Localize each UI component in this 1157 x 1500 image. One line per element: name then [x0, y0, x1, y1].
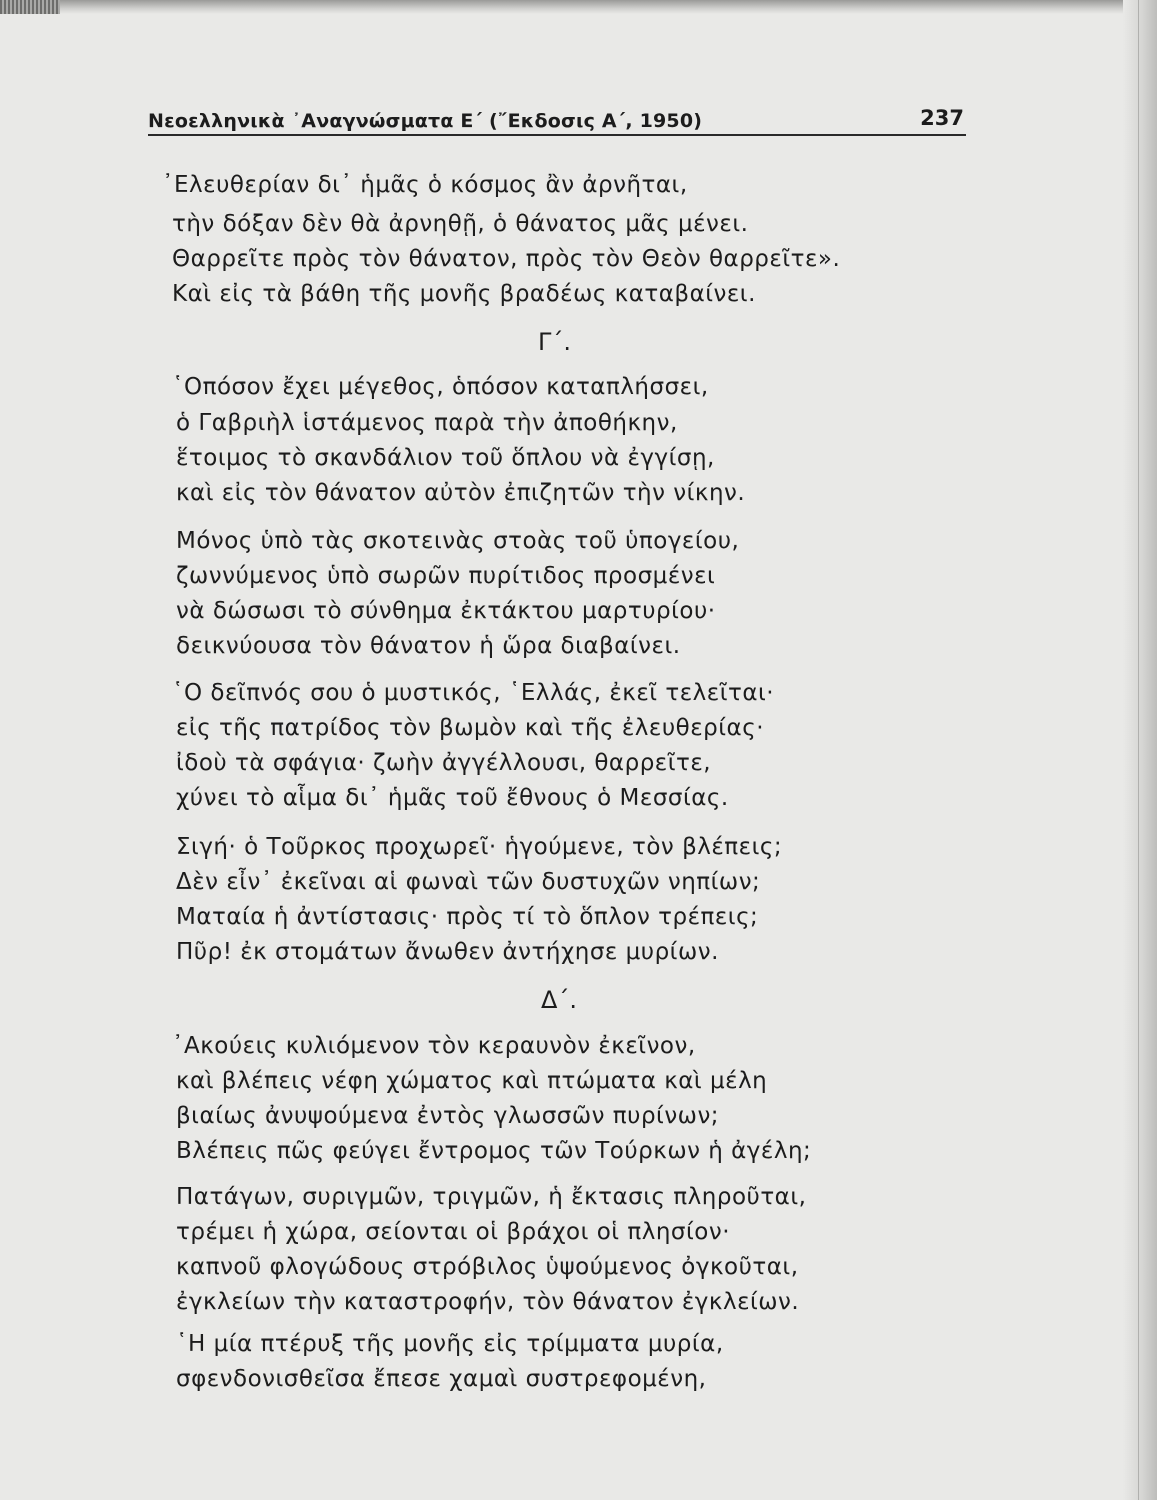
- verse-line: Σιγή· ὁ Τοῦρκος προχωρεῖ· ἡγούμενε, τὸν βλέπεις;: [176, 834, 783, 860]
- verse-line: βιαίως ἀνυψούμενα ἐντὸς γλωσσῶν πυρίνων;: [176, 1103, 720, 1129]
- verse-line: ῾Η μία πτέρυξ τῆς μονῆς εἰς τρίμματα μυρία,: [176, 1331, 724, 1357]
- verse-line: σφενδονισθεῖσα ἔπεσε χαμαὶ συστρεφομένη,: [176, 1366, 707, 1392]
- verse-line: Πῦρ! ἐκ στομάτων ἄνωθεν ἀντήχησε μυρίων.: [176, 939, 719, 965]
- verse-line: χύνει τὸ αἷμα δι᾿ ἡμᾶς τοῦ ἔθνους ὁ Μεσσίας.: [176, 785, 729, 811]
- verse-line: καὶ εἰς τὸν θάνατον αὐτὸν ἐπιζητῶν τὴν νίκην.: [176, 480, 746, 506]
- verse-line: Μόνος ὑπὸ τὰς σκοτεινὰς στοὰς τοῦ ὑπογείου,: [176, 528, 740, 554]
- verse-line: ἰδοὺ τὰ σφάγια· ζωὴν ἀγγέλλουσι, θαρρεῖτε,: [176, 750, 712, 776]
- verse-line: ἕτοιμος τὸ σκανδάλιον τοῦ ὅπλου νὰ ἐγγίσῃ,: [176, 445, 715, 471]
- verse-line: ᾿Ελευθερίαν δι᾿ ἡμᾶς ὁ κόσμος ἂν ἀρνῆται,: [162, 172, 688, 198]
- running-head: Νεοελληνικὰ ᾿Αναγνώσματα Ε΄ (῎Εκδοσις Α΄, 1950): [148, 110, 703, 132]
- section-heading-gamma: Γ΄.: [538, 328, 571, 356]
- section-heading-delta: Δ΄.: [541, 986, 578, 1014]
- verse-line: τὴν δόξαν δὲν θὰ ἀρνηθῇ, ὁ θάνατος μᾶς μένει.: [172, 211, 749, 237]
- verse-line: τρέμει ἡ χώρα, σείονται οἱ βράχοι οἱ πλησίον·: [176, 1219, 731, 1245]
- verse-line: Ματαία ἡ ἀντίστασις· πρὸς τί τὸ ὅπλον τρέπεις;: [176, 904, 759, 930]
- verse-line: δεικνύουσα τὸν θάνατον ἡ ὥρα διαβαίνει.: [176, 633, 681, 659]
- verse-line: ῾Ο δεῖπνός σου ὁ μυστικός, ῾Ελλάς, ἐκεῖ τελεῖται·: [172, 680, 775, 706]
- page-header: [148, 106, 966, 136]
- verse-line: ᾿Ακούεις κυλιόμενον τὸν κεραυνὸν ἐκεῖνον,: [172, 1033, 696, 1059]
- verse-line: Βλέπεις πῶς φεύγει ἔντρομος τῶν Τούρκων ἡ ἀγέλη;: [176, 1138, 812, 1164]
- verse-line: ζωννύμενος ὑπὸ σωρῶν πυρίτιδος προσμένει: [176, 563, 716, 589]
- verse-line: Πατάγων, συριγμῶν, τριγμῶν, ἡ ἔκτασις πληροῦται,: [176, 1184, 807, 1210]
- verse-line: ὁ Γαβριὴλ ἱστάμενος παρὰ τὴν ἀποθήκην,: [176, 410, 678, 436]
- verse-line: εἰς τῆς πατρίδος τὸν βωμὸν καὶ τῆς ἐλευθερίας·: [176, 715, 765, 741]
- verse-line: Θαρρεῖτε πρὸς τὸν θάνατον, πρὸς τὸν Θεὸν θαρρεῖτε».: [172, 246, 841, 272]
- verse-line: νὰ δώσωσι τὸ σύνθημα ἐκτάκτου μαρτυρίου·: [176, 598, 716, 624]
- verse-line: καὶ βλέπεις νέφη χώματος καὶ πτώματα καὶ μέλη: [176, 1068, 768, 1094]
- verse-line: Δὲν εἶν᾿ ἐκεῖναι αἱ φωναὶ τῶν δυστυχῶν νηπίων;: [176, 869, 761, 895]
- verse-line: ῾Οπόσον ἔχει μέγεθος, ὁπόσον καταπλήσσει,: [172, 374, 709, 400]
- verse-line: Καὶ εἰς τὰ βάθη τῆς μονῆς βραδέως καταβαίνει.: [172, 281, 756, 307]
- verse-line: καπνοῦ φλογώδους στρόβιλος ὑψούμενος ὀγκοῦται,: [176, 1254, 799, 1280]
- page-number: 237: [920, 106, 964, 130]
- verse-line: ἐγκλείων τὴν καταστροφήν, τὸν θάνατον ἐγκλείων.: [176, 1289, 800, 1315]
